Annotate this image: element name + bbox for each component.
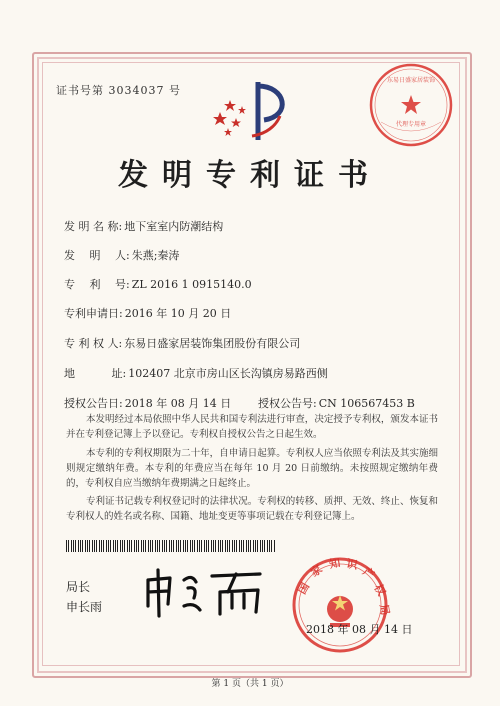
certificate-number-value: 3034037 xyxy=(108,84,165,97)
field-label: 授权公告号: xyxy=(258,397,317,410)
signatory-name: 申长雨 xyxy=(66,600,103,614)
field-invention-name xyxy=(64,218,223,234)
field-application-date xyxy=(64,305,231,321)
field-value: ZL 2016 1 0915140.0 xyxy=(131,278,252,291)
field-value: 朱燕;秦涛 xyxy=(131,249,180,262)
field-grant-date xyxy=(64,395,231,411)
field-label: 专 利 权 人: xyxy=(64,337,123,350)
svg-text:产: 产 xyxy=(360,564,377,582)
field-patentee xyxy=(64,335,300,351)
field-label: 专 利 号: xyxy=(64,278,130,291)
svg-text:家: 家 xyxy=(308,562,325,580)
field-label: 发 明 人: xyxy=(64,249,130,262)
certificate-number-label: 证书号第 xyxy=(56,84,104,97)
svg-text:东易日盛家居装饰: 东易日盛家居装饰 xyxy=(386,77,436,84)
handwritten-signature-icon xyxy=(140,562,270,622)
certificate-number-suffix: 号 xyxy=(169,84,181,97)
svg-text:局: 局 xyxy=(377,603,392,617)
field-value: 102407 北京市房山区长沟镇房易路西侧 xyxy=(128,367,328,380)
certificate-title: 发明专利证书 xyxy=(118,158,382,193)
svg-text:国: 国 xyxy=(295,580,313,597)
seal-date: 2018 年 08 月 14 日 xyxy=(306,623,413,636)
paragraph-legal-status: 专利证书记载专利权登记时的法律状况。专利权的转移、质押、无效、终止、恢复和专利权人的姓名或名称、国籍、地址变更等事项记载在专利登记簿上。 xyxy=(66,496,438,522)
field-label: 地 址: xyxy=(64,367,127,380)
field-label: 授权公告日: xyxy=(64,397,123,410)
field-value: 地下室室内防潮结构 xyxy=(124,220,224,233)
field-label: 发 明 名 称: xyxy=(64,220,123,233)
page-number: 第 1 页（共 1 页） xyxy=(211,679,289,689)
field-inventors xyxy=(64,247,179,263)
field-patent-number xyxy=(64,276,252,292)
field-address xyxy=(64,365,328,381)
field-label: 专利申请日: xyxy=(64,307,123,320)
svg-text:识: 识 xyxy=(345,557,359,572)
official-seal-icon xyxy=(290,555,390,655)
barcode-icon xyxy=(66,540,276,552)
svg-text:知: 知 xyxy=(328,556,342,571)
field-value: CN 106567453 B xyxy=(318,397,415,410)
company-stamp-icon xyxy=(366,60,456,150)
paragraph-term: 本专利的专利权期限为二十年，自申请日起算。专利权人应当依照专利法及其实施细则规定缴纳年费。本专利的年费应当在每年 10 月 20 日前缴纳。未按照规定缴纳年费的，专利权自应当缴纳年费期满之日起终止。 xyxy=(66,448,438,489)
patent-office-logo-icon xyxy=(206,76,302,146)
field-value: 2016 年 10 月 20 日 xyxy=(124,307,232,320)
certificate-number xyxy=(56,82,181,98)
svg-text:权: 权 xyxy=(371,582,389,599)
svg-text:代理专用章: 代理专用章 xyxy=(395,121,427,128)
field-value: 2018 年 08 月 14 日 xyxy=(124,397,232,410)
field-value: 东易日盛家居装饰集团股份有限公司 xyxy=(124,337,301,350)
paragraph-grant: 本发明经过本局依照中华人民共和国专利法进行审查，决定授予专利权，颁发本证书并在专利登记簿上予以登记。专利权自授权公告之日起生效。 xyxy=(66,414,438,440)
signatory-role: 局长 xyxy=(66,580,91,594)
field-announcement-number xyxy=(258,395,415,411)
